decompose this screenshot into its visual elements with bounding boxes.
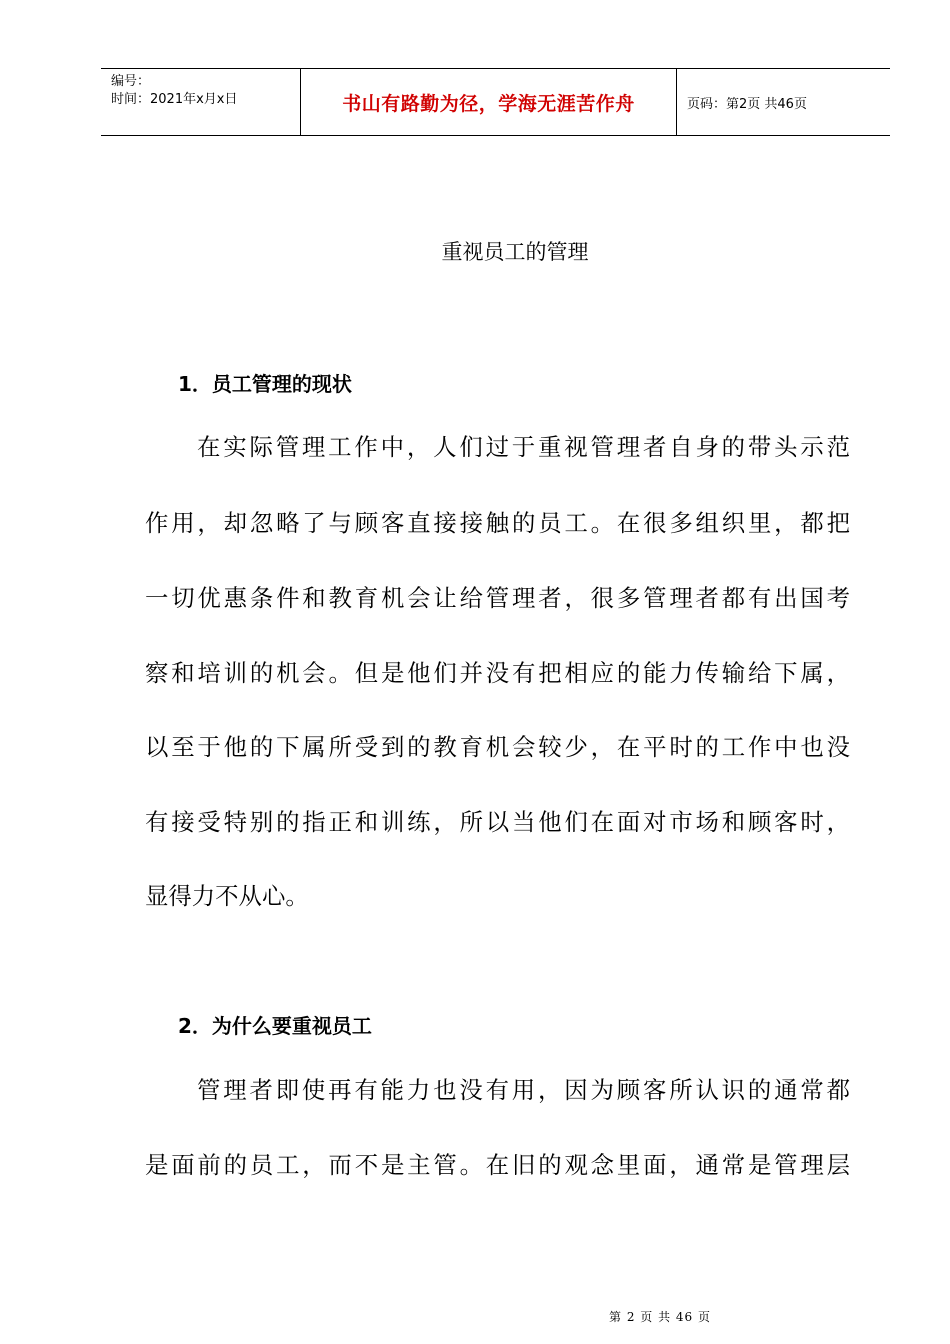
header-motto-cell (301, 69, 677, 135)
document-number-label: 编号： (111, 74, 151, 89)
paragraph-line: 显得力不从心。 (145, 882, 309, 910)
section-heading: 2．为什么要重视员工 (178, 1014, 372, 1038)
page-footer: 第 2 页 共 46 页 (609, 1310, 711, 1324)
section-heading: 1．员工管理的现状 (178, 372, 352, 396)
paragraph-line: 是面前的员工，而不是主管。在旧的观念里面，通常是管理层 (145, 1151, 850, 1179)
paragraph-line: 察和培训的机会。但是他们并没有把相应的能力传输给下属， (145, 659, 850, 687)
paragraph-line: 一切优惠条件和教育机会让给管理者，很多管理者都有出国考 (145, 584, 850, 612)
paragraph-line: 管理者即使再有能力也没有用，因为顾客所认识的通常都 (197, 1076, 850, 1104)
paragraph-line: 有接受特别的指正和训练，所以当他们在面对市场和顾客时， (145, 808, 850, 836)
header-page-cell (677, 69, 890, 135)
paragraph-line: 以至于他的下属所受到的教育机会较少，在平时的工作中也没 (145, 733, 850, 761)
header-page-label: 页码：第2页 共46页 (687, 96, 807, 112)
header-motto: 书山有路勤为径，学海无涯苦作舟 (342, 92, 635, 115)
paragraph-line: 作用，却忽略了与顾客直接接触的员工。在很多组织里，都把 (145, 509, 850, 537)
document-time-label: 时间：2021年x月x日 (111, 92, 238, 107)
page-header (101, 68, 890, 136)
document-title: 重视员工的管理 (441, 240, 589, 264)
header-meta (101, 69, 301, 135)
paragraph-line: 在实际管理工作中，人们过于重视管理者自身的带头示范 (197, 433, 850, 461)
